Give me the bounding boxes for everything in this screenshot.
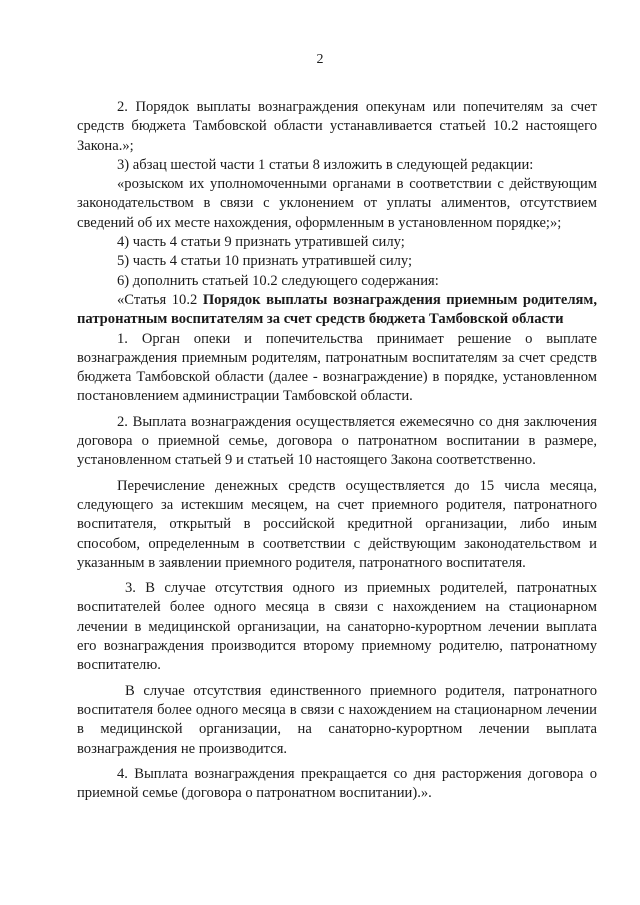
document-body: [77, 98, 597, 803]
paragraph-10: Перечисление денежных средств осуществляется до 15 числа месяца, следующего за истекшим месяцем, на счет приемного родителя, патронатного воспитателя, открытый в российской кредитной организации, либо иным способом, определенным в соответствии с действующим законодательством и указанным в заявлении приемного родителя, патронатного воспитателя.: [77, 477, 597, 571]
paragraph-8: 1. Орган опеки и попечительства принимает решение о выплате вознаграждения приемным родителям, патронатным воспитателям за счет средств бюджета Тамбовской области (далее - вознаграждение) в порядке, установленном постановлением администрации Тамбовской области.: [77, 330, 597, 405]
article-number: «Статья 10.2: [117, 291, 203, 308]
page-number: 2: [316, 52, 324, 67]
paragraph-1: 2. Порядок выплаты вознаграждения опекунам или попечителям за счет средств бюджета Тамбовской области устанавливается статьей 10.2 настоящего Закона.»;: [77, 99, 597, 154]
paragraph-3: «розыском их уполномоченными органами в соответствии с действующим законодательством в связи с уклонением от уплаты алиментов, отсутствием сведений об их месте нахождения, оформленным в установленном порядке;»;: [77, 176, 597, 231]
paragraph-6: 6) дополнить статьей 10.2 следующего содержания:: [117, 272, 439, 289]
article-title: [77, 291, 597, 330]
paragraph-4: 4) часть 4 статьи 9 признать утратившей силу;: [117, 234, 405, 251]
paragraph-12: В случае отсутствия единственного приемного родителя, патронатного воспитателя более одного месяца в связи с нахождением на стационарном лечении в медицинской организации, на санаторно-курортном лечении выплата вознаграждения не производится.: [77, 682, 597, 757]
paragraph-5: 5) часть 4 статьи 10 признать утратившей силу;: [117, 253, 413, 270]
paragraph-9: 2. Выплата вознаграждения осуществляется ежемесячно со дня заключения договора о приемной семье, договора о патронатном воспитании в размере, установленном статьей 9 и статьей 10 настоящего Закона соответственно.: [77, 413, 597, 469]
paragraph-2: 3) абзац шестой части 1 статьи 8 изложить в следующей редакции:: [117, 156, 534, 173]
article-heading: Порядок выплаты вознаграждения приемным родителям, патронатным воспитателям за счет средств бюджета Тамбовской области: [77, 291, 598, 328]
paragraph-11: 3. В случае отсутствия одного из приемных родителей, патронатных воспитателей более одного месяца в связи с нахождением на стационарном лечении в медицинской организации, на санаторно-курортном лечении выплата его вознаграждения производится второму приемному родителю, патронатному воспитателю.: [77, 580, 597, 674]
paragraph-13: 4. Выплата вознаграждения прекращается со дня расторжения договора о приемной семье (договора о патронатном воспитании).».: [77, 765, 597, 802]
